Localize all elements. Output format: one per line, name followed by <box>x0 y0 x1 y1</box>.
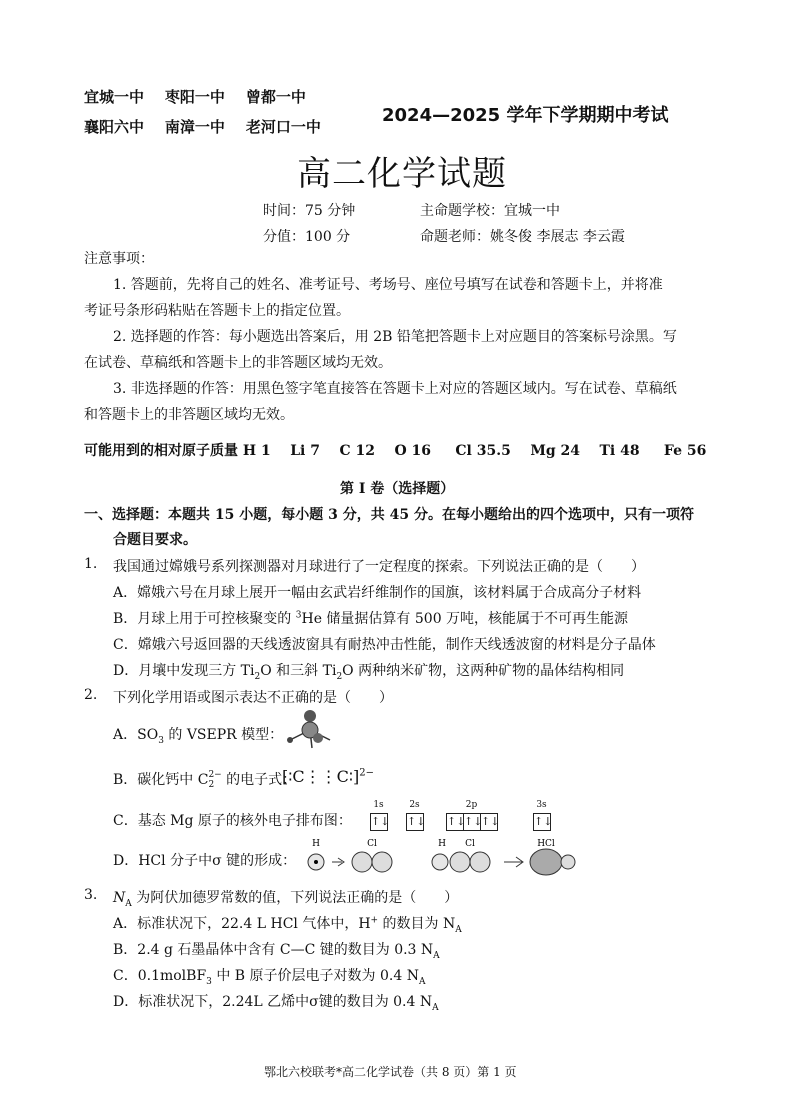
question-1-option-b: B．月球上用于可控核聚变的 $^3$He 储量据估算有 500 万吨，核能属于不可再生能源 <box>113 610 629 627</box>
notice-item-1-line-1: 1. 答题前，先将自己的姓名、准考证号、考场号、座位号填写在试卷和答题卡上，并将准 <box>113 277 663 293</box>
question-2-option-c: C．基态 Mg 原子的核外电子排布图： <box>113 813 352 829</box>
notice-item-2-line-1: 2. 选择题的作答：每小题选出答案后，用 2B 铅笔把答题卡上对应题目的答案标号涂黑。写 <box>113 329 677 345</box>
question-1-option-c: C．嫦娥六号返回器的天线透波窗具有耐热冲击性能，制作天线透波窗的材料是分子晶体 <box>113 637 656 653</box>
question-3-option-d: D．标准状况下，2.24L 乙烯中σ键的数目为 0.4 $N_A$ <box>113 994 439 1013</box>
question-1-option-a: A．嫦娥六号在月球上展开一幅由玄武岩纤维制作的国旗，该材料属于合成高分子材料 <box>113 585 642 601</box>
school-name: 南漳一中 <box>164 118 225 136</box>
question-3-option-c: C．0.1molBF$_3$ 中 B 原子价层电子对数为 0.4 $N_A$ <box>113 968 426 987</box>
page-footer: 鄂北六校联考*高二化学试卷（共 8 页）第 1 页 <box>264 1065 517 1079</box>
carbide-electron-formula: [∶C⋮⋮C∶]$^{2-}$ <box>282 767 375 786</box>
question-3-option-a: A．标准状况下，22.4 L HCl 气体中，H+ 的数目为 $N_A$ <box>113 915 462 935</box>
orbital-3s: 3s ↑↓ <box>533 800 550 831</box>
lead-school: 主命题学校：宜城一中 <box>420 203 560 219</box>
question-2-stem: 下列化学用语或图示表达不正确的是（ ） <box>113 690 393 706</box>
question-1-stem: 我国通过嫦娥号系列探测器对月球进行了一定程度的探索。下列说法正确的是（ ） <box>113 559 645 575</box>
notice-item-3-line-1: 3. 非选择题的作答：用黑色签字笔直接答在答题卡上对应的答题区域内。写在试卷、草稿纸 <box>113 381 677 397</box>
school-list-row2 <box>84 116 321 137</box>
hcl-label: Cl <box>367 839 377 849</box>
question-1-number: 1. <box>84 556 98 572</box>
orbital-2p: 2p ↑↓↑↓↑↓ <box>446 800 497 831</box>
school-name: 襄阳六中 <box>84 118 145 136</box>
page-title: 高二化学试题 <box>297 154 507 194</box>
section-title: 第 I 卷（选择题） <box>340 481 455 497</box>
school-name: 枣阳一中 <box>164 88 225 106</box>
hcl-label: H <box>438 839 446 849</box>
exam-title: 2024—2025 学年下学期期中考试 <box>382 105 669 126</box>
question-3-number: 3. <box>84 887 98 903</box>
orbital-1s: 1s ↑↓ <box>370 800 387 831</box>
question-2-option-d: D．HCl 分子中σ 键的形成： <box>113 853 297 869</box>
school-name: 曾都一中 <box>245 88 306 106</box>
question-2-option-a: A．$SO_3$ 的 VSEPR 模型： <box>113 727 284 746</box>
part1-instructions-line-1: 一、选择题：本题共 15 小题，每小题 3 分，共 45 分。在每小题给出的四个选项中，只有一项符 <box>84 507 694 523</box>
hcl-label: HCl <box>537 839 555 849</box>
question-3-option-b: B．2.4 g 石墨晶体中含有 C—C 键的数目为 0.3 $N_A$ <box>113 942 440 961</box>
notice-item-2-line-2: 在试卷、草稿纸和答题卡上的非答题区域均无效。 <box>84 355 392 371</box>
question-2-number: 2. <box>84 687 98 703</box>
question-1-option-d: D．月壤中发现三方 $Ti_2O$ 和三斜 $Ti_2O$ 两种纳米矿物，这两种矿物的晶体结构相同 <box>113 663 625 682</box>
so3-vsepr-model-image <box>282 708 338 752</box>
exam-teachers: 命题老师：姚冬俊 李展志 李云霞 <box>420 229 625 245</box>
question-2-option-b: B．碳化钙中 C2− 2 的电子式： <box>113 770 297 790</box>
school-name: 老河口一中 <box>245 118 321 136</box>
part1-instructions-line-2: 合题目要求。 <box>113 532 197 548</box>
atomic-mass-line: 可能用到的相对原子质量 H 1 Li 7 C 12 O 16 Cl 35.5 Mg 24 Ti 48 Fe 56 <box>84 443 707 459</box>
school-name: 宜城一中 <box>84 88 145 106</box>
exam-score: 分值：100 分 <box>263 229 351 245</box>
orbital-2s: 2s ↑↓ <box>406 800 423 831</box>
school-list-row1 <box>84 86 306 107</box>
notice-heading: 注意事项： <box>84 251 154 267</box>
hcl-sigma-bond-image <box>300 836 580 880</box>
hcl-label: H <box>312 839 320 849</box>
question-3-stem: $N_A$ 为阿伏加德罗常数的值，下列说法正确的是（ ） <box>113 890 459 909</box>
hcl-label: Cl <box>465 839 475 849</box>
notice-item-1-line-2: 考证号条形码粘贴在答题卡上的指定位置。 <box>84 303 350 319</box>
notice-item-3-line-2: 和答题卡上的非答题区域均无效。 <box>84 407 294 423</box>
exam-time: 时间：75 分钟 <box>263 203 356 219</box>
